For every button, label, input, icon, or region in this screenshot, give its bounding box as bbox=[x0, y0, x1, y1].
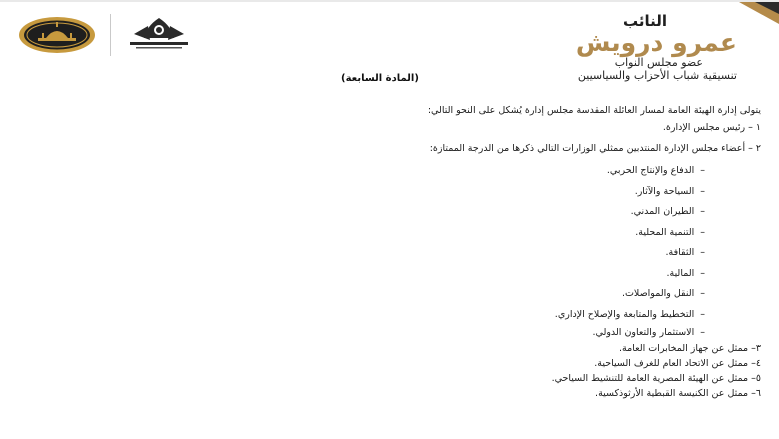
article-item-5: ٥– ممثل عن الهيئة المصرية العامة للتنشيط السياحي. bbox=[551, 373, 761, 384]
ministry-item: –الطيران المدني. bbox=[630, 206, 705, 217]
ministry-item: –المالية. bbox=[666, 267, 705, 279]
article-item-2: ٢ – أعضاء مجلس الإدارة المنتدبين ممثلي الوزارات التالي ذكرها من الدرجة الممتازة: bbox=[429, 143, 761, 154]
member-name: عمرو درويش bbox=[575, 28, 737, 57]
ministry-item: –الاستثمار والتعاون الدولي. bbox=[592, 327, 705, 338]
member-header bbox=[477, 12, 737, 82]
logo-divider bbox=[110, 14, 111, 56]
member-affiliation: تنسيقية شباب الأحزاب والسياسيين bbox=[577, 69, 737, 82]
article-body bbox=[181, 102, 761, 401]
ministry-item: –الدفاع والإنتاج الحربي. bbox=[606, 165, 705, 176]
article-heading: (المادة السابعة) bbox=[341, 73, 419, 84]
ministry-item: –النقل والمواصلات. bbox=[621, 288, 705, 299]
ministry-item: –السياحة والآثار. bbox=[634, 185, 705, 197]
parliament-logo-icon bbox=[18, 16, 96, 54]
article-item-1: ١ – رئيس مجلس الإدارة. bbox=[662, 122, 761, 133]
youth-coordination-emblem-icon bbox=[120, 14, 198, 54]
article-item-3: ٣– ممثل عن جهاز المخابرات العامة. bbox=[619, 343, 761, 354]
ministry-item: –التنمية المحلية. bbox=[635, 226, 705, 238]
article-item-6: ٦– ممثل عن الكنيسة القبطية الأرثوذكسية. bbox=[595, 388, 761, 399]
ministry-item: –الثقافة. bbox=[665, 247, 705, 258]
article-intro: يتولى إدارة الهيئة العامة لمسار العائلة المقدسة مجلس إدارة يُشكل على النحو التالي: bbox=[427, 105, 761, 116]
ministry-item: –التخطيط والمتابعة والإصلاح الإداري. bbox=[554, 308, 705, 320]
article-item-4: ٤– ممثل عن الاتحاد العام للغرف السياحية. bbox=[594, 358, 761, 369]
member-title: النائب bbox=[622, 12, 667, 30]
member-role: عضو مجلس النواب bbox=[614, 56, 703, 69]
corner-decoration-dark bbox=[755, 2, 779, 14]
